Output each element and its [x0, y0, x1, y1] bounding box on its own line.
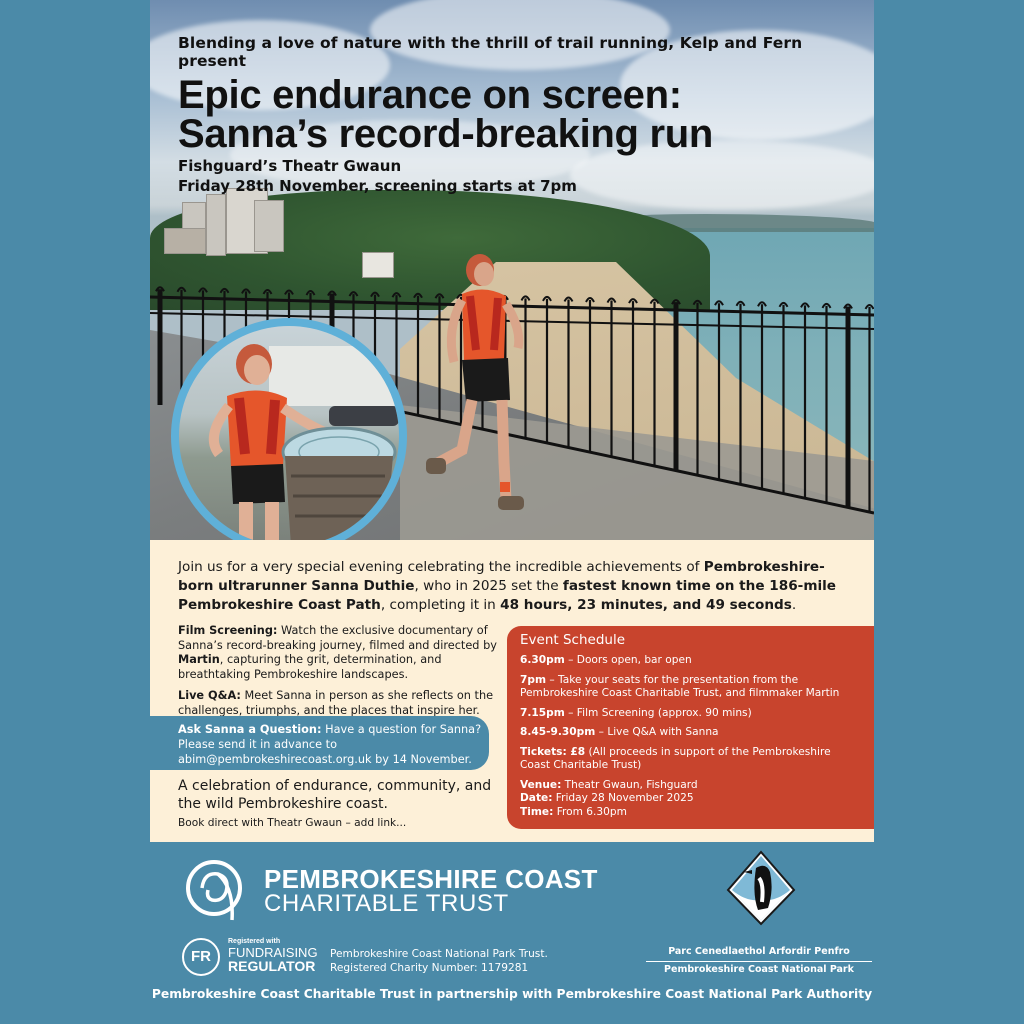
hero-photo	[150, 0, 874, 540]
schedule-item	[520, 674, 862, 701]
time-value: From 6.30pm	[553, 805, 627, 818]
celebration-tagline: A celebration of endurance, community, and the wild Pembrokeshire coast.	[178, 778, 492, 812]
fr-registered: Registered with	[228, 938, 281, 945]
fundraising-regulator-text	[228, 938, 318, 973]
schedule-text: – Live Q&A with Sanna	[595, 726, 719, 738]
fr-regulator: REGULATOR	[228, 958, 316, 974]
schedule-time: 8.45-9.30pm	[520, 726, 596, 738]
intro-text: , completing it in	[380, 597, 501, 613]
national-park-welsh-name: Parc Cenedlaethol Arfordir Penfro	[668, 946, 850, 957]
booking-note: Book direct with Theatr Gwaun – add link...	[178, 817, 407, 829]
trust-name-line-2: CHARITABLE TRUST	[264, 890, 509, 917]
venue-details	[520, 779, 862, 820]
schedule-text: – Doors open, bar open	[564, 654, 692, 666]
film-label: Film Screening:	[178, 624, 278, 637]
tickets-price: Tickets: £8	[520, 745, 586, 758]
kicker-line: Blending a love of nature with the thrill of trail running, Kelp and Fern present	[178, 34, 803, 70]
time-label: Time:	[520, 805, 554, 818]
inset-photo	[179, 326, 399, 540]
schedule-item	[520, 726, 862, 740]
tickets-text: (All proceeds in support of the Pembrokeshire Coast Charitable Trust)	[520, 745, 831, 771]
trust-name-line-1: PEMBROKESHIRE COAST	[264, 864, 598, 894]
fundraising-regulator-icon: FR	[182, 938, 220, 976]
venue-line: Fishguard’s Theatr Gwaun	[178, 157, 402, 175]
schedule-title: Event Schedule	[520, 632, 626, 648]
intro-text: .	[791, 597, 797, 613]
qa-text: Meet Sanna in person as she reflects on the challenges, triumphs, and the places that inspire her.	[178, 689, 494, 717]
charity-details	[330, 947, 548, 975]
headline	[178, 73, 874, 156]
schedule-text: – Take your seats for the presentation from the Pembrokeshire Coast Charitable Trust, and filmmaker Martin	[520, 673, 840, 699]
schedule-text: – Film Screening (approx. 90 mins)	[564, 706, 752, 719]
date-label: Date:	[520, 792, 553, 804]
qa-label: Live Q&A:	[178, 689, 241, 702]
intro-paragraph	[178, 558, 858, 615]
trust-swirl-logo-icon	[182, 858, 246, 922]
event-schedule	[507, 626, 874, 829]
intro-bold: Pembrokeshire-born ultrarunner Sanna Duthie	[178, 559, 825, 594]
headline-line-1: Epic endurance on screen:	[178, 73, 682, 117]
venue-label: Venue:	[520, 778, 562, 791]
schedule-time: 7pm	[520, 673, 546, 686]
film-text: , capturing the grit, determination, and breathtaking Pembrokeshire landscapes.	[178, 653, 442, 681]
charity-name: Pembrokeshire Coast National Park Trust.	[330, 948, 548, 960]
date-line: Friday 28th November, screening starts at 7pm	[178, 177, 577, 195]
headline-line-2: Sanna’s record-breaking run	[178, 112, 714, 156]
film-text: Watch the exclusive documentary of Sanna’s record-breaking journey, filmed and directed by	[178, 624, 497, 652]
runner-figure	[418, 250, 558, 530]
live-qa-paragraph	[178, 689, 498, 718]
partnership-statement: Pembrokeshire Coast Charitable Trust in partnership with Pembrokeshire Coast National Park Authority	[151, 987, 873, 1001]
schedule-time: 7.15pm	[520, 706, 565, 719]
schedule-item	[520, 707, 862, 721]
charity-number: Registered Charity Number: 1179281	[330, 962, 529, 974]
date-value: Friday 28 November 2025	[552, 792, 694, 804]
schedule-time: 6.30pm	[520, 654, 565, 666]
intro-text: Join us for a very special evening celebrating the incredible achievements of	[178, 559, 704, 575]
ask-text: Have a question for Sanna? Please send it in advance to abim@pembrokeshirecoast.org.uk by 14 November.	[178, 723, 482, 766]
details-column	[178, 624, 498, 725]
hero-text	[178, 34, 874, 196]
fr-fundraising: FUNDRAISING	[228, 945, 318, 960]
intro-bold: fastest known time on the 186-mile Pembrokeshire Coast Path	[178, 578, 837, 613]
intro-text: , who in 2025 set the	[414, 578, 563, 594]
schedule-item	[520, 654, 862, 668]
event-poster	[150, 0, 874, 842]
film-screening-paragraph	[178, 624, 498, 682]
intro-bold: 48 hours, 23 minutes, and 49 seconds	[500, 597, 792, 613]
venue-value: Theatr Gwaun, Fishguard	[561, 778, 698, 791]
ask-label: Ask Sanna a Question:	[178, 723, 322, 736]
national-park-puffin-icon	[726, 850, 796, 926]
tickets-item	[520, 746, 862, 773]
film-bold: Martin	[178, 653, 220, 666]
national-park-english-name: Pembrokeshire Coast National Park	[646, 961, 872, 975]
ask-question-box	[150, 716, 489, 770]
